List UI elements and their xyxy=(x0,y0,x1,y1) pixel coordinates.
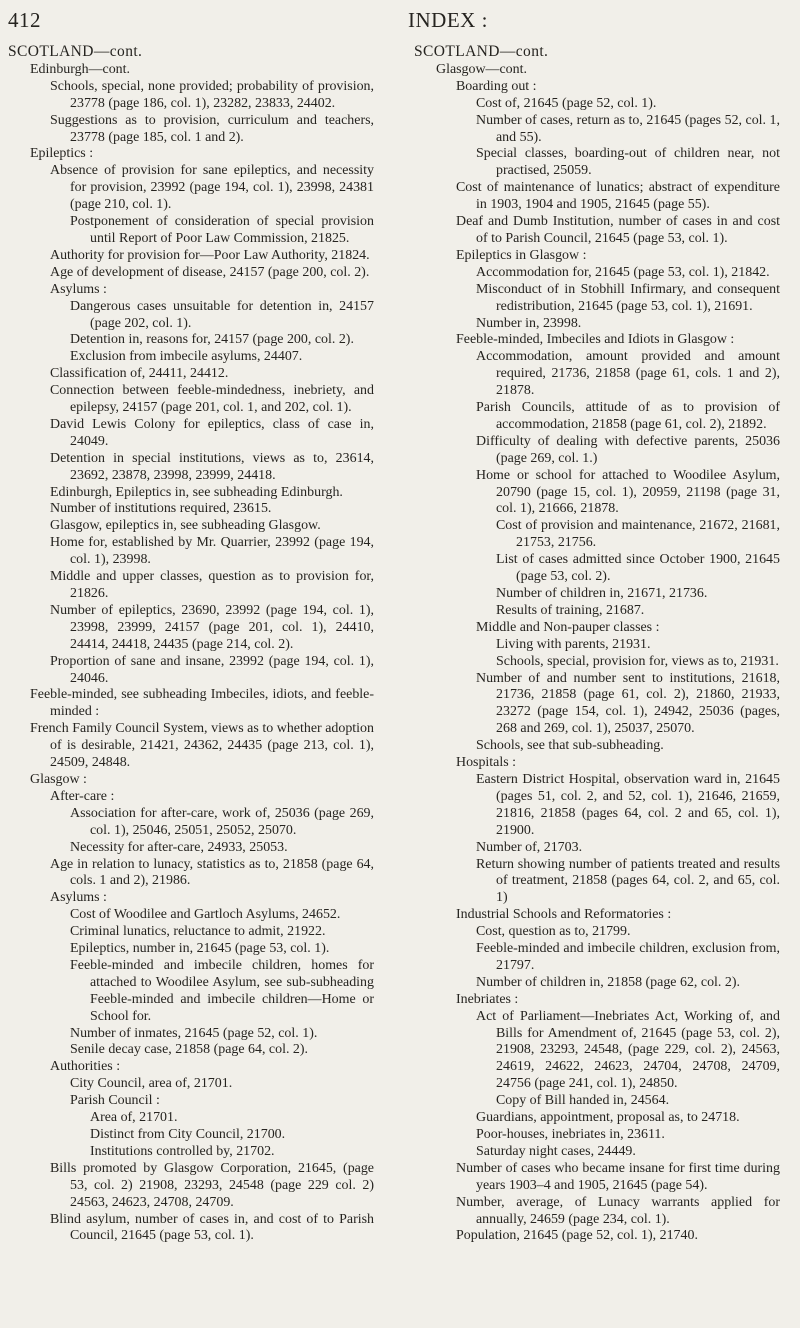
index-entry: Schools, special, provision for, views as to, 21931. xyxy=(496,653,779,669)
index-entry: Number of and number sent to institutions, 21618, 21736, 21858 (page 61, col. 2), 21860, 21933, 23272 (page 154, col. 1), 24942, 25036 (pages, 268 and 269, col. 1), 25037, 25070. xyxy=(476,670,780,737)
left-column xyxy=(8,44,374,1245)
index-entry: Difficulty of dealing with defective parents, 25036 (page 269, col. 1.) xyxy=(476,433,780,466)
index-entry: Cost of provision and maintenance, 21672, 21681, 21753, 21756. xyxy=(496,518,780,551)
index-entry: Criminal lunatics, reluctance to admit, 21922. xyxy=(70,924,326,940)
index-entry: Senile decay case, 21858 (page 64, col. 2). xyxy=(70,1042,309,1058)
index-entry: Population, 21645 (page 52, col. 1), 21740. xyxy=(456,1228,698,1244)
index-entry: Cost of maintenance of lunatics; abstract of expenditure in 1903, 1904 and 1905, 21645 (page 55). xyxy=(456,180,780,213)
index-entry: Eastern District Hospital, observation ward in, 21645 (pages 51, col. 2, and 52, col. 1), 21646, 21659, 21816, 21858 (pages 64, col. 2 and 65, col. 1), 21900. xyxy=(476,771,780,838)
index-entry: Number of cases who became insane for first time during years 1903–4 and 1905, 21645 (page 54). xyxy=(456,1160,780,1193)
index-entry: City Council, area of, 21701. xyxy=(70,1076,233,1092)
right-column xyxy=(414,44,780,1245)
index-entry: Parish Councils, attitude of as to provision of accommodation, 21858 (page 61, col. 2), 21892. xyxy=(476,400,780,432)
index-entry: List of cases admitted since October 1900, 21645 (page 53, col. 2). xyxy=(496,552,780,585)
index-entry: Association for after-care, work of, 25036 (page 269, col. 1), 25046, 25051, 25052, 25070. xyxy=(70,805,374,838)
index-entry: Accommodation for, 21645 (page 53, col. 1), 21842. xyxy=(476,264,770,280)
index-entry: Age of development of disease, 24157 (page 200, col. 2). xyxy=(50,264,370,280)
index-entry: Misconduct of in Stobhill Infirmary, and consequent redistribution, 21645 (page 53, col. 1), 21691. xyxy=(476,281,780,314)
index-entry: Number of institutions required, 23615. xyxy=(50,501,272,517)
index-entry: Schools, special, none provided; probability of provision, 23778 (page 186, col. 1), 23282, 23833, 24402. xyxy=(50,78,374,111)
index-entry: Middle and Non-pauper classes : xyxy=(476,619,660,635)
index-entry: Number of children in, 21858 (page 62, col. 2). xyxy=(476,974,740,990)
index-entry: Glasgow : xyxy=(30,771,87,787)
index-entry: Epileptics : xyxy=(30,146,94,162)
index-entry: Number of inmates, 21645 (page 52, col. 1). xyxy=(70,1025,318,1041)
index-entry: Edinburgh, Epileptics in, see subheading Edinburgh. xyxy=(50,484,343,500)
left-entries xyxy=(8,62,374,1245)
index-entry: Asylums : xyxy=(50,890,107,906)
index-entry: Act of Parliament—Inebriates Act, Working of, and Bills for Amendment of, 21645 (page 53, col. 2), 21908, 23293, 24548, (page 229, col. 2), 24563, 24619, 24622, 24623, 24704, 24708, 24709, 24756 (page 241, col. 1), 24850. xyxy=(476,1008,780,1092)
index-entry: Feeble-minded, Imbeciles and Idiots in Glasgow : xyxy=(456,332,735,348)
column-heading: SCOTLAND—cont. xyxy=(8,43,143,60)
index-entry: Parish Council : xyxy=(70,1093,160,1109)
index-entry: Epileptics in Glasgow : xyxy=(456,247,587,263)
index-entry: Cost of, 21645 (page 52, col. 1). xyxy=(476,95,657,111)
index-entry: Inebriates : xyxy=(456,991,519,1007)
index-entry: Industrial Schools and Reformatories : xyxy=(456,907,672,923)
index-entry: Schools, see that sub-subheading. xyxy=(476,738,664,754)
index-entry: Area of, 21701. xyxy=(90,1110,178,1126)
right-entries xyxy=(414,62,780,1245)
index-entry: Hospitals : xyxy=(456,755,517,771)
index-entry: Exclusion from imbecile asylums, 24407. xyxy=(70,349,303,365)
index-entry: Proportion of sane and insane, 23992 (page 194, col. 1), 24046. xyxy=(50,653,374,686)
index-entry: Glasgow—cont. xyxy=(436,61,527,77)
column-heading: SCOTLAND—cont. xyxy=(414,43,549,60)
index-entry: Guardians, appointment, proposal as, to 24718. xyxy=(476,1110,740,1126)
index-entry: Copy of Bill handed in, 24564. xyxy=(496,1093,670,1109)
index-entry: Institutions controlled by, 21702. xyxy=(90,1143,275,1159)
index-entry: Classification of, 24411, 24412. xyxy=(50,366,229,382)
index-entry: After-care : xyxy=(50,788,115,804)
index-entry: Blind asylum, number of cases in, and cost of to Parish Council, 21645 (page 53, col. 1). xyxy=(50,1211,374,1244)
index-entry: Boarding out : xyxy=(456,78,537,94)
index-entry: Dangerous cases unsuitable for detention in, 24157 (page 202, col. 1). xyxy=(70,298,374,331)
index-entry: Number, average, of Lunacy warrants applied for annually, 24659 (page 234, col. 1). xyxy=(456,1194,780,1227)
index-entry: Absence of provision for sane epileptics, and necessity for provision, 23992 (page 194, col. 1), 23998, 24381 (page 210, col. 1). xyxy=(50,163,374,213)
index-entry: Feeble-minded and imbecile children, exclusion from, 21797. xyxy=(476,941,780,973)
index-entry: Feeble-minded, see subheading Imbeciles, idiots, and feeble-minded : xyxy=(30,687,374,720)
index-entry: Feeble-minded and imbecile children, homes for attached to Woodilee Asylum, see sub-subheading Feeble-minded and imbecile children—Home or School for. xyxy=(70,957,374,1024)
index-entry: Number in, 23998. xyxy=(476,315,582,331)
index-entry: Suggestions as to provision, curriculum and teachers, 23778 (page 185, col. 1 and 2). xyxy=(50,112,374,145)
index-entry: Number of epileptics, 23690, 23992 (page 194, col. 1), 23998, 23999, 24157 (page 201, col. 1), 24410, 24414, 24418, 24435 (page 214, col. 2). xyxy=(50,602,374,652)
index-entry: Age in relation to lunacy, statistics as to, 21858 (page 64, cols. 1 and 2), 21986. xyxy=(50,856,374,889)
index-entry: Deaf and Dumb Institution, number of cases in and cost of to Parish Council, 21645 (page 53, col. 1). xyxy=(456,214,780,246)
index-entry: Results of training, 21687. xyxy=(496,602,645,618)
index-entry: Bills promoted by Glasgow Corporation, 21645, (page 53, col. 2) 21908, 23293, 24548 (page 229 col. 2) 24563, 24623, 24708, 24709. xyxy=(50,1160,374,1210)
index-entry: Distinct from City Council, 21700. xyxy=(90,1127,286,1142)
index-entry: Cost, question as to, 21799. xyxy=(476,924,631,940)
index-entry: Home for, established by Mr. Quarrier, 23992 (page 194, col. 1), 23998. xyxy=(50,535,374,568)
index-entry: Number of children in, 21671, 21736. xyxy=(496,586,708,601)
index-entry: Return showing number of patients treated and results of treatment, 21858 (pages 64, col. 2, and 65, col. 1) xyxy=(476,856,780,906)
index-entry: Number of, 21703. xyxy=(476,839,583,855)
index-entry: Detention in, reasons for, 24157 (page 200, col. 2). xyxy=(70,332,354,348)
index-entry: Epileptics, number in, 21645 (page 53, col. 1). xyxy=(70,941,330,957)
index-entry: Postponement of consideration of special provision until Report of Poor Law Commission, 21825. xyxy=(70,214,374,246)
index-entry: Middle and upper classes, question as to provision for, 21826. xyxy=(50,569,374,601)
index-entry: Detention in special institutions, views as to, 23614, 23692, 23878, 23998, 23999, 24418. xyxy=(50,450,374,483)
index-entry: Number of cases, return as to, 21645 (pages 52, col. 1, and 55). xyxy=(476,112,780,145)
index-entry: Authorities : xyxy=(50,1059,121,1075)
index-entry: Special classes, boarding-out of children near, not practised, 25059. xyxy=(476,146,780,179)
index-entry: Living with parents, 21931. xyxy=(496,636,651,652)
index-entry: Accommodation, amount provided and amount required, 21736, 21858 (page 61, cols. 1 and 2), 21878. xyxy=(476,349,780,399)
running-head: INDEX : xyxy=(408,8,488,32)
index-entry: Necessity for after-care, 24933, 25053. xyxy=(70,839,288,855)
index-entry: Cost of Woodilee and Gartloch Asylums, 24652. xyxy=(70,907,341,923)
index-entry: Asylums : xyxy=(50,281,107,297)
page-number: 412 xyxy=(8,8,41,32)
index-entry: David Lewis Colony for epileptics, class of case in, 24049. xyxy=(50,416,374,449)
index-entry: Connection between feeble-mindedness, inebriety, and epilepsy, 24157 (page 201, col. 1, and 202, col. 1). xyxy=(50,383,374,416)
index-entry: Saturday night cases, 24449. xyxy=(476,1143,636,1159)
index-entry: Home or school for attached to Woodilee Asylum, 20790 (page 15, col. 1), 20959, 21198 (page 31, col. 1), 21666, 21878. xyxy=(476,467,780,517)
index-entry: Edinburgh—cont. xyxy=(30,61,131,77)
index-entry: Authority for provision for—Poor Law Authority, 21824. xyxy=(50,247,370,263)
index-entry: Glasgow, epileptics in, see subheading Glasgow. xyxy=(50,518,321,534)
index-entry: French Family Council System, views as to whether adoption of is desirable, 21421, 24362, 24435 (page 213, col. 1), 24509, 24848. xyxy=(30,721,374,771)
index-entry: Poor-houses, inebriates in, 23611. xyxy=(476,1127,665,1142)
